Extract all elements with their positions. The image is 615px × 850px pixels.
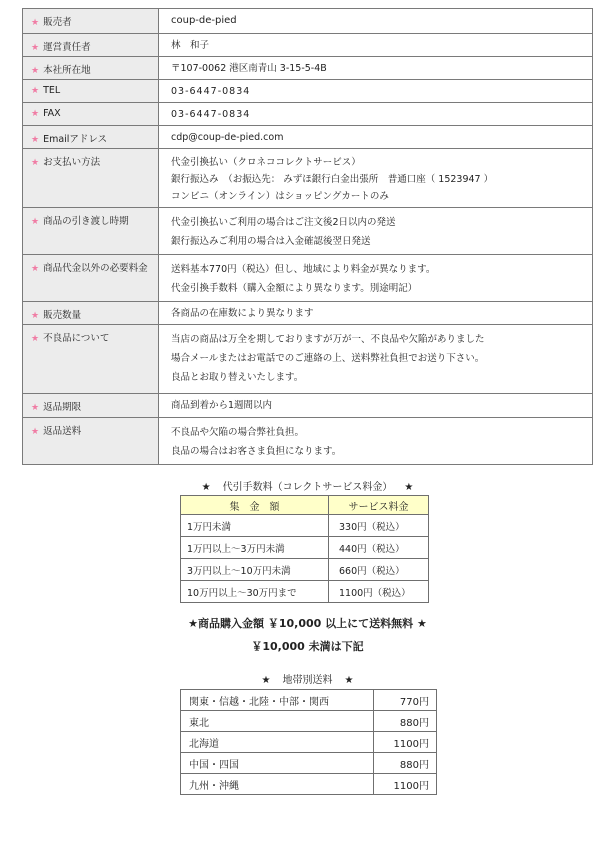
info-row-manager	[23, 34, 593, 57]
info-value: 各商品の在庫数により異なります	[171, 308, 314, 319]
region-price: 1100円	[374, 732, 437, 753]
regional-shipping-table	[180, 689, 437, 795]
info-row-address	[23, 57, 593, 80]
cod-fee-table	[180, 495, 429, 603]
pink-star-icon: ★	[31, 135, 40, 145]
region-name: 九州・沖縄	[181, 774, 374, 795]
region-name: 北海道	[181, 732, 374, 753]
region-name: 東北	[181, 711, 374, 732]
pink-star-icon: ★	[31, 158, 40, 168]
region-section-title	[0, 671, 615, 686]
info-value-cell	[159, 302, 593, 325]
info-row-return-shipping	[23, 418, 593, 465]
fee-section-title	[0, 478, 615, 493]
info-value: 銀行振込みご利用の場合は入金確認後翌日発送	[171, 236, 371, 247]
info-label: 販売数量	[43, 310, 82, 321]
info-value: 代金引換払いご利用の場合はご注文後2日以内の発送	[171, 217, 396, 228]
info-value: 03-6447-0834	[171, 109, 251, 120]
fee-amount: 330円（税込）	[329, 515, 429, 537]
info-row-return-period	[23, 394, 593, 418]
region-row	[181, 753, 437, 774]
fee-row	[181, 515, 429, 537]
region-name: 中国・四国	[181, 753, 374, 774]
fee-amount: 660円（税込）	[329, 559, 429, 581]
info-value: 銀行振込み （お振込先： みずほ銀行白金出張所 普通口座（ 1523947 ）	[171, 174, 494, 185]
region-price: 1100円	[374, 774, 437, 795]
info-value-cell	[159, 255, 593, 302]
info-label: お支払い方法	[43, 157, 101, 168]
fee-row	[181, 559, 429, 581]
pink-star-icon: ★	[31, 217, 40, 227]
info-value-cell	[159, 208, 593, 255]
info-value-cell	[159, 325, 593, 394]
info-label-cell	[23, 302, 159, 325]
info-label-cell	[23, 208, 159, 255]
info-label: 販売者	[43, 17, 72, 28]
fee-range: 10万円以上～30万円まで	[181, 581, 329, 603]
info-value-cell	[159, 57, 593, 80]
info-value: 送料基本770円（税込）但し、地域により料金が異なります。	[171, 264, 436, 275]
fee-amount: 1100円（税込）	[329, 581, 429, 603]
pink-star-icon: ★	[31, 86, 40, 96]
fee-section-title-text: 代引手数料（コレクトサービス料金）	[222, 482, 393, 493]
free-shipping-notice: ★商品購入金額 ￥10,000 以上にて送料無料 ★	[188, 617, 427, 630]
info-value: 場合メールまたはお電話でのご連絡の上、送料弊社負担でお送り下さい。	[171, 353, 485, 364]
fee-header-service: サービス料金	[329, 496, 429, 515]
info-label-cell	[23, 9, 159, 34]
region-price: 880円	[374, 753, 437, 774]
fee-row	[181, 537, 429, 559]
info-value: 〒107-0062 港区南青山 3-15-5-4B	[171, 63, 327, 74]
info-value: 良品の場合はお客さま負担になります。	[171, 446, 342, 457]
fee-header-amount: 集 金 額	[181, 496, 329, 515]
region-row	[181, 732, 437, 753]
info-label-cell	[23, 126, 159, 149]
region-name: 関東・信越・北陸・中部・関西	[181, 690, 374, 711]
info-row-tel	[23, 80, 593, 103]
region-price: 880円	[374, 711, 437, 732]
pink-star-icon: ★	[31, 18, 40, 28]
info-label: 返品期限	[43, 402, 82, 413]
region-section-title-text: 地帯別送料	[282, 675, 333, 686]
info-label: 返品送料	[43, 426, 82, 437]
info-value: coup-de-pied	[171, 15, 237, 26]
pink-star-icon: ★	[31, 264, 40, 274]
info-row-email	[23, 126, 593, 149]
info-value: 不良品や欠陥の場合弊社負担。	[171, 427, 305, 438]
region-row	[181, 711, 437, 732]
info-row-quantity	[23, 302, 593, 325]
seller-info-table	[22, 8, 593, 465]
info-value: 代金引換手数料（購入金額により異なります。別途明記）	[171, 283, 418, 294]
info-row-fax	[23, 103, 593, 126]
star-icon: ★	[404, 482, 414, 493]
info-value: 03-6447-0834	[171, 86, 251, 97]
info-label-cell	[23, 57, 159, 80]
fee-amount: 440円（税込）	[329, 537, 429, 559]
region-price: 770円	[374, 690, 437, 711]
info-label: 本社所在地	[43, 65, 91, 76]
info-row-delivery	[23, 208, 593, 255]
info-label: FAX	[43, 108, 61, 119]
info-value: 商品到着から1週間以内	[171, 400, 273, 411]
region-row	[181, 690, 437, 711]
star-icon: ★	[261, 675, 271, 686]
info-label: 不良品について	[43, 333, 110, 344]
pink-star-icon: ★	[31, 66, 40, 76]
info-value-cell	[159, 80, 593, 103]
pink-star-icon: ★	[31, 43, 40, 53]
pink-star-icon: ★	[31, 403, 40, 413]
info-row-seller	[23, 9, 593, 34]
info-value: 代金引換払い（クロネココレクトサービス）	[171, 157, 361, 168]
star-icon: ★	[201, 482, 211, 493]
info-value-cell	[159, 418, 593, 465]
info-row-payment	[23, 149, 593, 208]
pink-star-icon: ★	[31, 427, 40, 437]
fee-range: 1万円以上～3万円未満	[181, 537, 329, 559]
info-value-cell	[159, 126, 593, 149]
info-value-cell	[159, 34, 593, 57]
info-label-cell	[23, 255, 159, 302]
info-label-cell	[23, 103, 159, 126]
info-label: 商品代金以外の必要料金	[43, 263, 148, 274]
info-label-cell	[23, 418, 159, 465]
info-row-extra-fees	[23, 255, 593, 302]
pink-star-icon: ★	[31, 334, 40, 344]
pink-star-icon: ★	[31, 311, 40, 321]
info-value-cell	[159, 394, 593, 418]
fee-table-header	[181, 496, 429, 515]
below-threshold-notice: ￥10,000 未満は下記	[251, 640, 364, 653]
fee-row	[181, 581, 429, 603]
pink-star-icon: ★	[31, 109, 40, 119]
star-icon: ★	[344, 675, 354, 686]
info-value-cell	[159, 103, 593, 126]
email-value: cdp@coup-de-pied.com	[171, 132, 284, 143]
info-label: Emailアドレス	[43, 134, 108, 145]
info-value-cell	[159, 149, 593, 208]
region-row	[181, 774, 437, 795]
info-value: 良品とお取り替えいたします。	[171, 372, 304, 383]
fee-range: 1万円未満	[181, 515, 329, 537]
info-label-cell	[23, 325, 159, 394]
info-label-cell	[23, 394, 159, 418]
info-label: 運営責任者	[43, 42, 91, 53]
info-label: 商品の引き渡し時期	[43, 216, 129, 227]
info-label: TEL	[43, 85, 61, 96]
info-label-cell	[23, 149, 159, 208]
fee-range: 3万円以上～10万円未満	[181, 559, 329, 581]
info-value: 林 和子	[171, 40, 210, 51]
info-value: コンビニ（オンライン）はショッピングカートのみ	[171, 191, 389, 202]
info-label-cell	[23, 80, 159, 103]
info-value-cell	[159, 9, 593, 34]
info-row-defective	[23, 325, 593, 394]
info-value: 当店の商品は万全を期しておりますが万が一、不良品や欠陥がありました	[171, 334, 485, 345]
info-label-cell	[23, 34, 159, 57]
